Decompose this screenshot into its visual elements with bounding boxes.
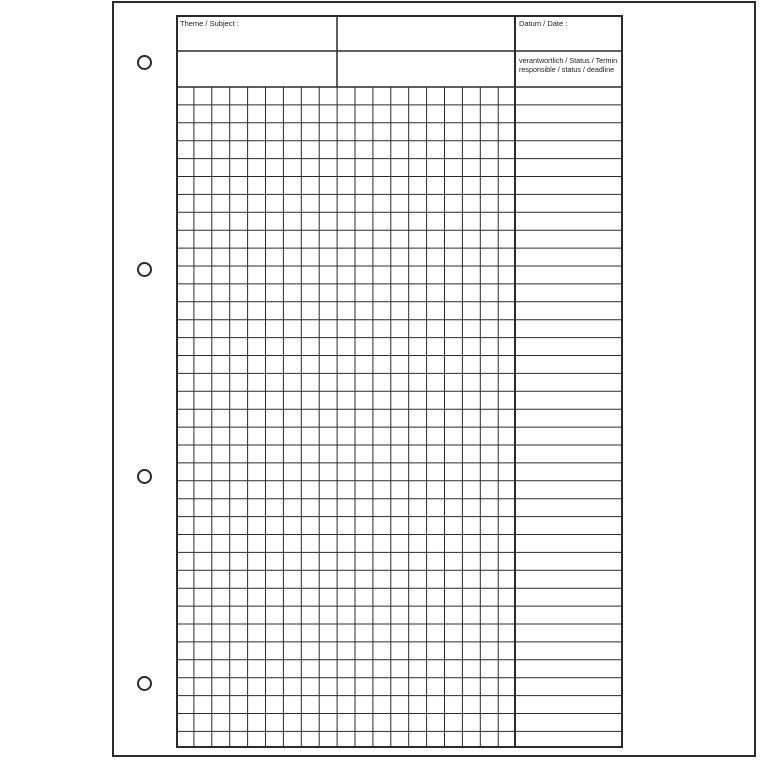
subject-label: Theme / Subject : <box>180 19 239 28</box>
responsible-label-de: verantwortlich / Status / Termin <box>519 56 618 65</box>
responsible-label-en: responsible / status / deadline <box>519 65 615 74</box>
date-label: Datum / Date : <box>519 19 568 28</box>
